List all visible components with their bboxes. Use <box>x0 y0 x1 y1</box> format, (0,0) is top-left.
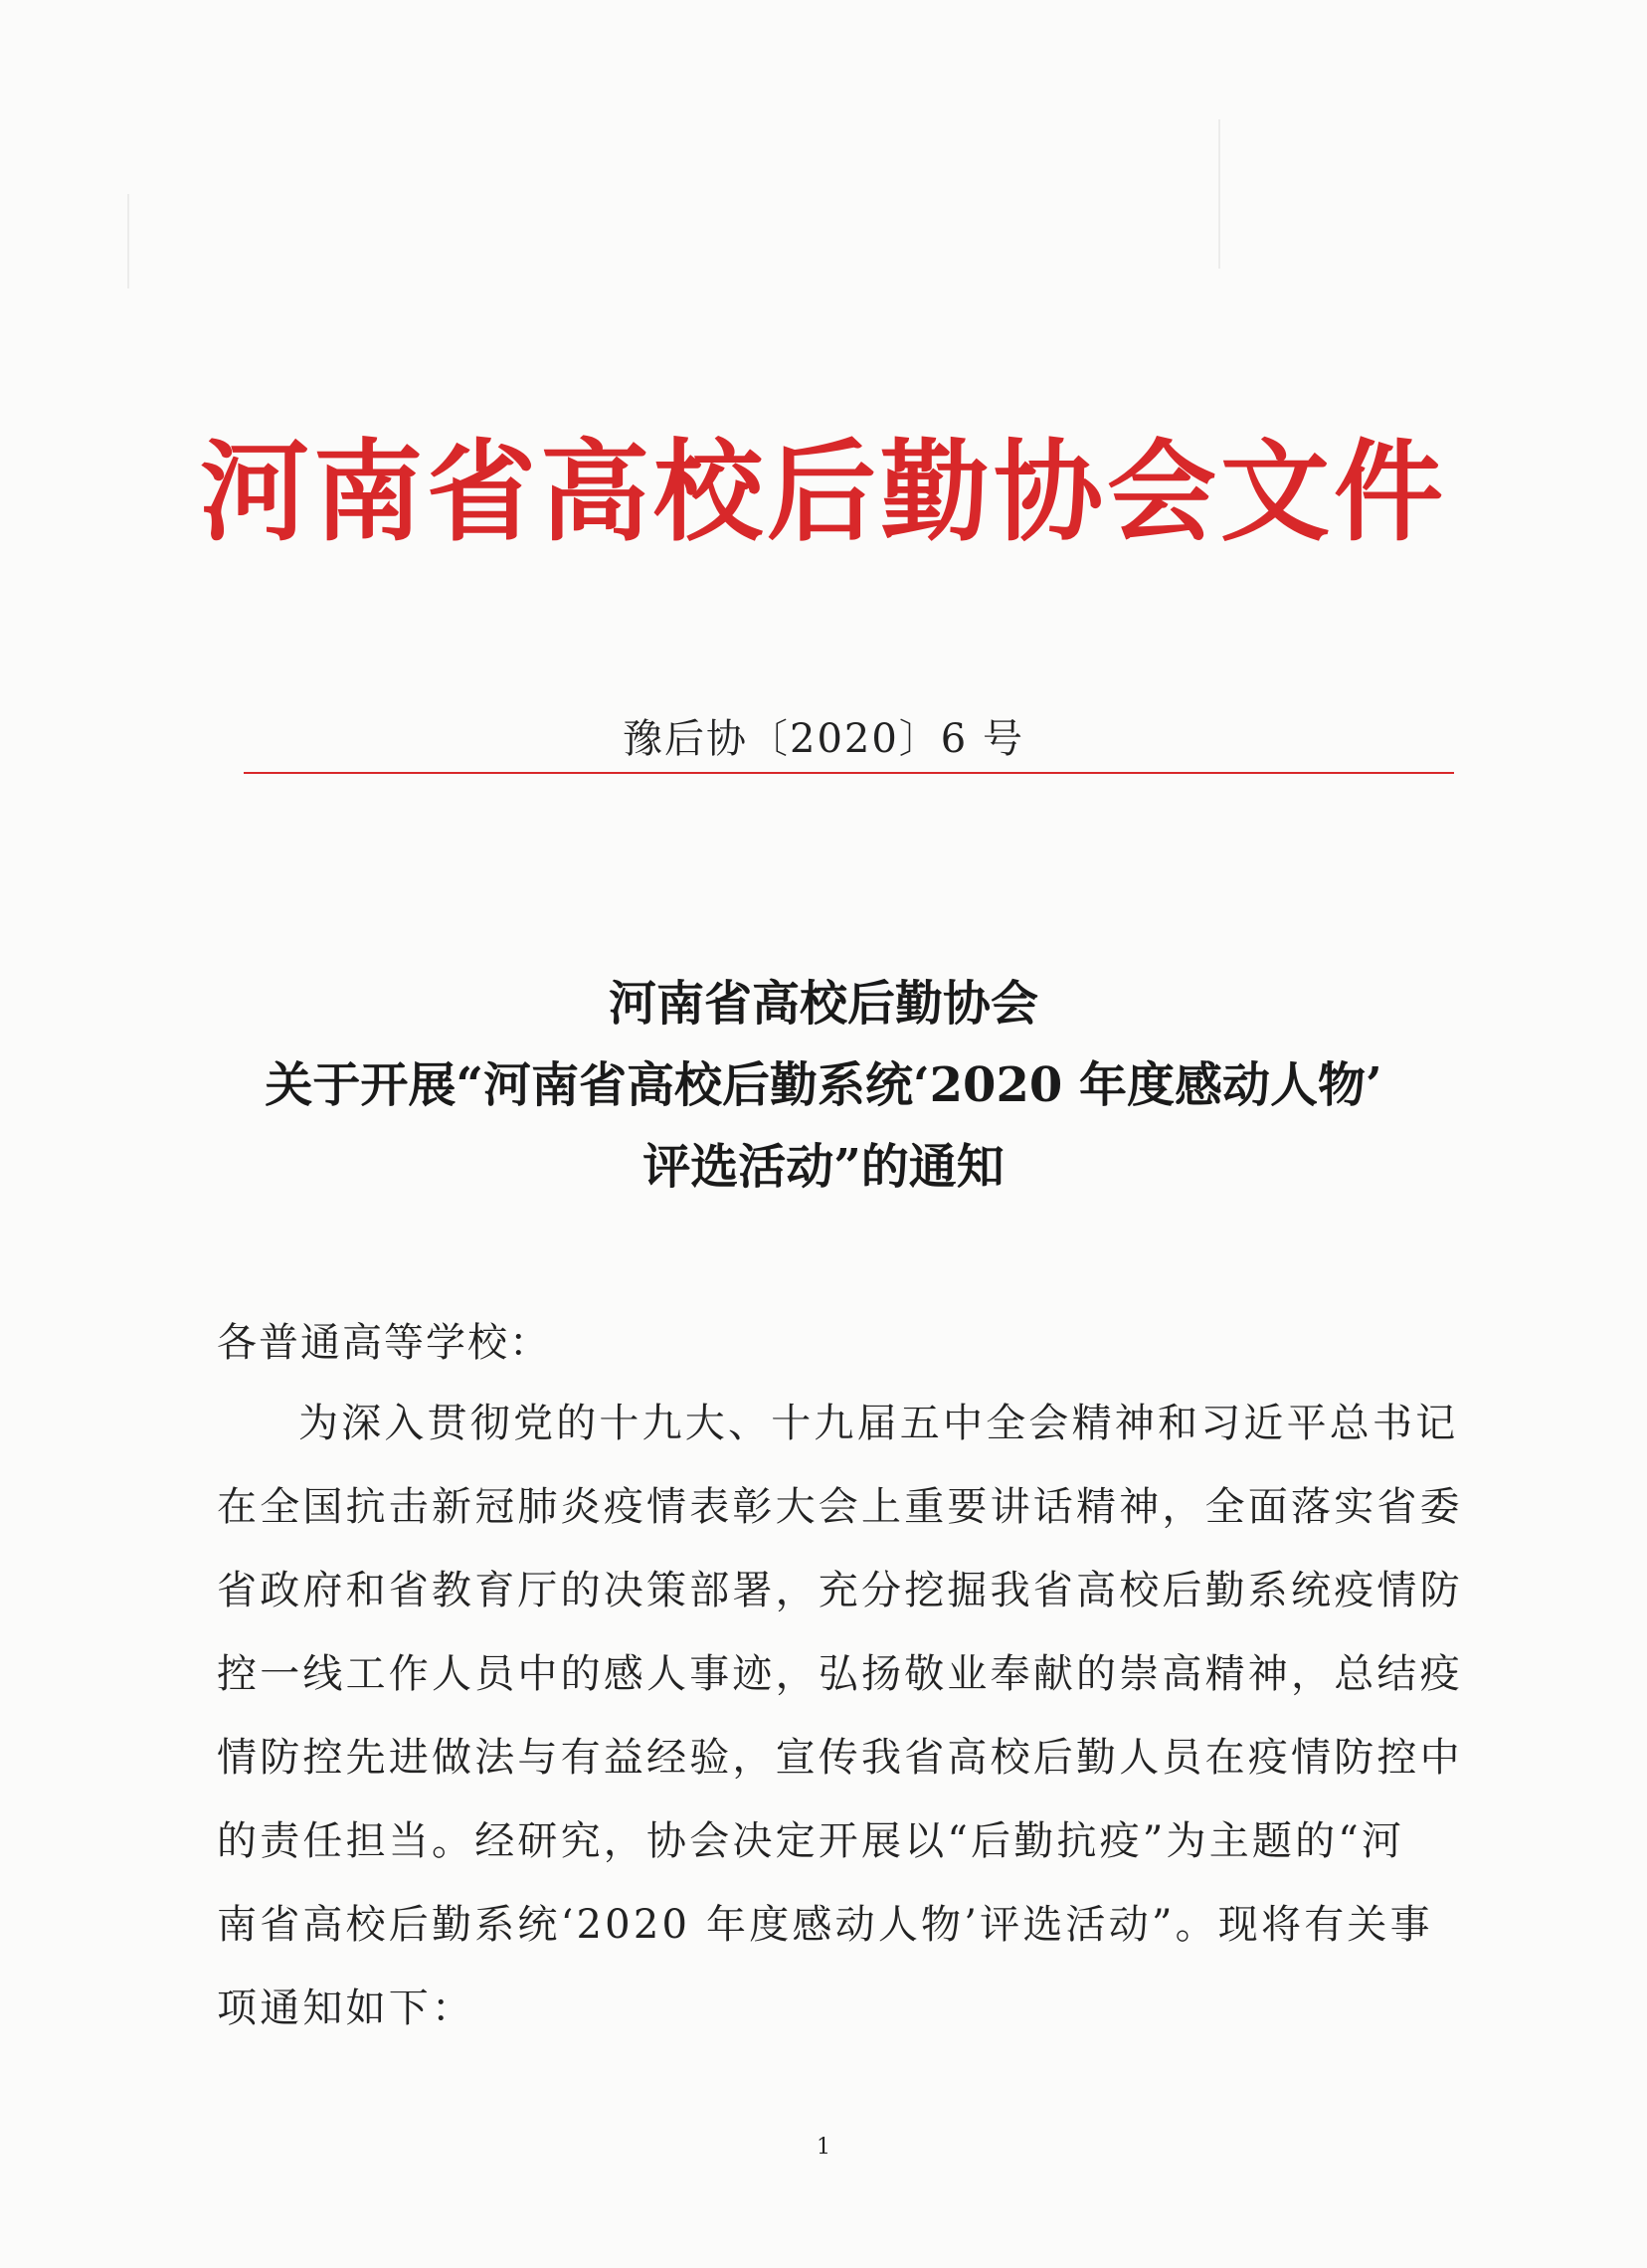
page-number: 1 <box>817 2135 830 2160</box>
red-separator-line <box>244 772 1454 774</box>
body-line: 南省高校后勤系统‘2020 年度感动人物’评选活动”。现将有关事 <box>217 1902 1433 1948</box>
notice-title-line: 评选活动”的通知 <box>642 1139 1005 1195</box>
body-line: 省政府和省教育厅的决策部署，充分挖掘我省高校后勤系统疫情防 <box>217 1568 1463 1613</box>
notice-title <box>0 963 1647 1208</box>
document-number: 豫后协〔2020〕6 号 <box>623 716 1024 762</box>
notice-title-line: 河南省高校后勤协会 <box>608 976 1038 1032</box>
scan-artifact <box>127 194 129 288</box>
body-line: 在全国抗击新冠肺炎疫情表彰大会上重要讲话精神，全面落实省委 <box>217 1484 1463 1530</box>
body-line: 控一线工作人员中的感人事迹，弘扬敬业奉献的崇高精神，总结疫 <box>217 1651 1463 1697</box>
body-line: 为深入贯彻党的十九大、十九届五中全会精神和习近平总书记 <box>298 1401 1459 1446</box>
issuer-header-title: 河南省高校后勤协会文件 <box>200 428 1447 556</box>
body-line: 项通知如下： <box>217 1985 475 2031</box>
scan-artifact <box>1218 119 1220 269</box>
body-paragraph <box>217 1396 1490 2064</box>
body-line: 的责任担当。经研究，协会决定开展以“后勤抗疫”为主题的“河 <box>217 1818 1405 1864</box>
notice-title-line: 关于开展“河南省高校后勤系统‘2020 年度感动人物’ <box>265 1057 1382 1113</box>
body-line: 情防控先进做法与有益经验，宣传我省高校后勤人员在疫情防控中 <box>217 1735 1463 1781</box>
salutation: 各普通高等学校： <box>217 1320 551 1366</box>
